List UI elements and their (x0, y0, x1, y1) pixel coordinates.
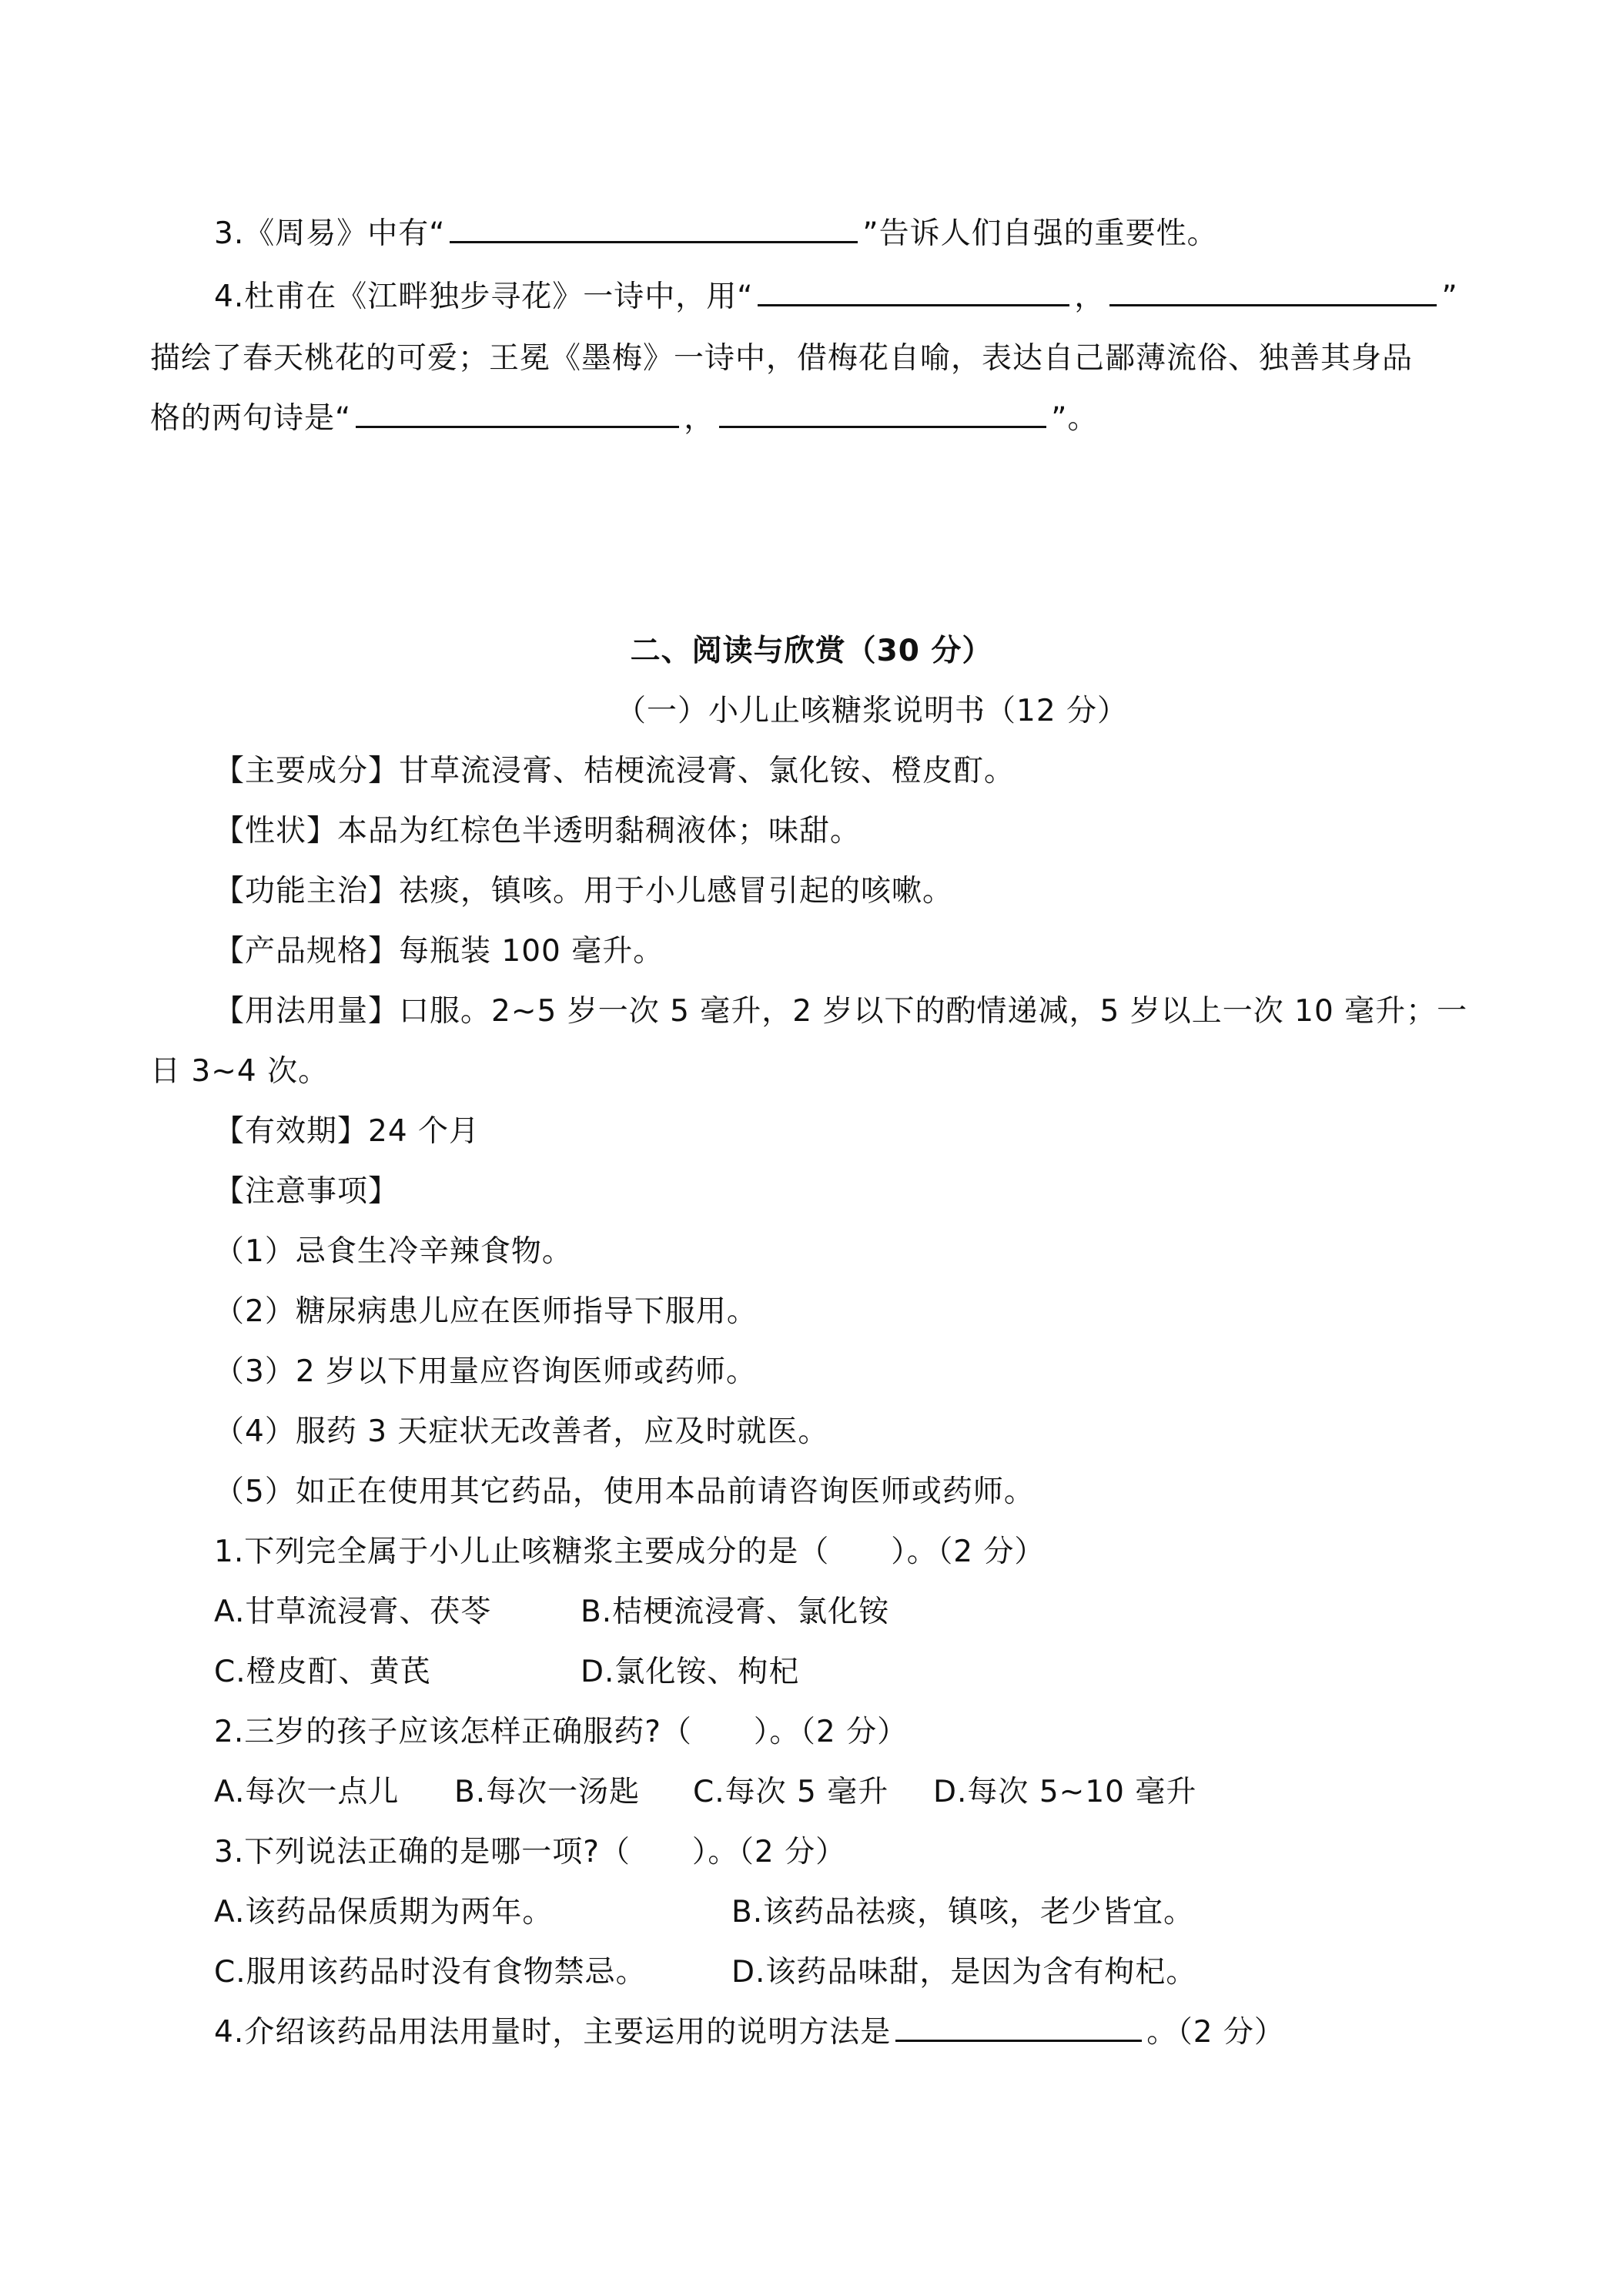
question-4-answer-blank[interactable] (895, 2013, 1142, 2042)
question-3-option-c[interactable]: C.服用该药品时没有食物禁忌。 (214, 1955, 647, 1990)
dosage-line-2: 日 3~4 次。 (150, 1054, 330, 1089)
question-1-option-c[interactable]: C.橙皮酊、黄芪 (214, 1655, 431, 1689)
notes-title: 【注意事项】 (214, 1174, 400, 1209)
question-2-option-d[interactable]: D.每次 5~10 毫升 (933, 1775, 1197, 1809)
note-item: （4）服药 3 天症状无改善者，应及时就医。 (214, 1414, 829, 1449)
q4-line3-suffix: ”。 (1051, 401, 1099, 436)
question-2-stem: 2.三岁的孩子应该怎样正确服药?（ ）。（2 分） (214, 1715, 909, 1749)
q4-close-quote: ” (1441, 279, 1458, 314)
question-3-option-a[interactable]: A.该药品保质期为两年。 (214, 1895, 554, 1930)
q4-answer-blank-2[interactable] (1109, 278, 1437, 306)
question-4-stem (214, 2013, 1285, 2053)
q4-answer-blank-1[interactable] (758, 278, 1069, 306)
question-1-stem: 1.下列完全属于小儿止咳糖浆主要成分的是（ ）。（2 分） (214, 1535, 1046, 1569)
dosage-line-1: 【用法用量】口服。2~5 岁一次 5 毫升，2 岁以下的酌情递减，5 岁以上一次 10 毫升；一 (214, 994, 1468, 1029)
note-item: （5）如正在使用其它药品，使用本品前请咨询医师或药师。 (214, 1474, 1035, 1509)
ingredients-line: 【主要成分】甘草流浸膏、桔梗流浸膏、氯化铵、橙皮酊。 (214, 754, 1016, 788)
fill-blank-q4-line1 (214, 277, 1458, 317)
q4-comma-2: ， (684, 401, 715, 436)
fill-blank-q4-line3 (150, 399, 1098, 439)
note-item: （3）2 岁以下用量应咨询医师或药师。 (214, 1354, 758, 1389)
q3-prefix: 3.《周易》中有“ (214, 216, 446, 251)
question-3-option-d[interactable]: D.该药品味甜，是因为含有枸杞。 (731, 1955, 1197, 1990)
q4-prefix: 4.杜甫在《江畔独步寻花》一诗中，用“ (214, 279, 754, 314)
question-2-option-a[interactable]: A.每次一点儿 (214, 1775, 400, 1809)
q4-answer-blank-3[interactable] (356, 400, 679, 428)
question-4-suffix: 。（2 分） (1146, 2015, 1285, 2050)
question-2-option-b[interactable]: B.每次一汤匙 (454, 1775, 641, 1809)
spec-line: 【产品规格】每瓶装 100 毫升。 (214, 934, 664, 969)
note-item: （1）忌食生冷辛辣食物。 (214, 1234, 573, 1269)
question-2-option-c[interactable]: C.每次 5 毫升 (693, 1775, 889, 1809)
question-1-option-b[interactable]: B.桔梗流浸膏、氯化铵 (581, 1595, 890, 1629)
question-3-stem: 3.下列说法正确的是哪一项?（ ）。（2 分） (214, 1835, 847, 1869)
question-1-option-d[interactable]: D.氯化铵、枸杞 (581, 1655, 800, 1689)
q3-answer-blank[interactable] (450, 215, 858, 243)
q4-comma-1: ， (1074, 279, 1106, 314)
q4-answer-blank-4[interactable] (719, 400, 1046, 428)
question-4-prefix: 4.介绍该药品用法用量时，主要运用的说明方法是 (214, 2015, 892, 2050)
question-3-option-b[interactable]: B.该药品祛痰，镇咳，老少皆宜。 (731, 1895, 1195, 1930)
question-1-option-a[interactable]: A.甘草流浸膏、茯苓 (214, 1595, 492, 1629)
q4-line3-prefix: 格的两句诗是“ (150, 401, 352, 436)
q3-suffix: ”告诉人们自强的重要性。 (862, 216, 1218, 251)
section-title: 二、阅读与欣赏（30 分） (630, 634, 993, 668)
note-item: （2）糖尿病患儿应在医师指导下服用。 (214, 1294, 758, 1329)
fill-blank-q3 (214, 214, 1218, 254)
properties-line: 【性状】本品为红棕色半透明黏稠液体；味甜。 (214, 814, 862, 848)
fill-blank-q4-line2: 描绘了春天桃花的可爱；王冕《墨梅》一诗中，借梅花自喻，表达自己鄙薄流俗、独善其身品 (150, 341, 1414, 376)
section-subtitle: （一）小儿止咳糖浆说明书（12 分） (616, 694, 1129, 728)
validity-line: 【有效期】24 个月 (214, 1114, 480, 1149)
function-line: 【功能主治】祛痰，镇咳。用于小儿感冒引起的咳嗽。 (214, 874, 954, 909)
